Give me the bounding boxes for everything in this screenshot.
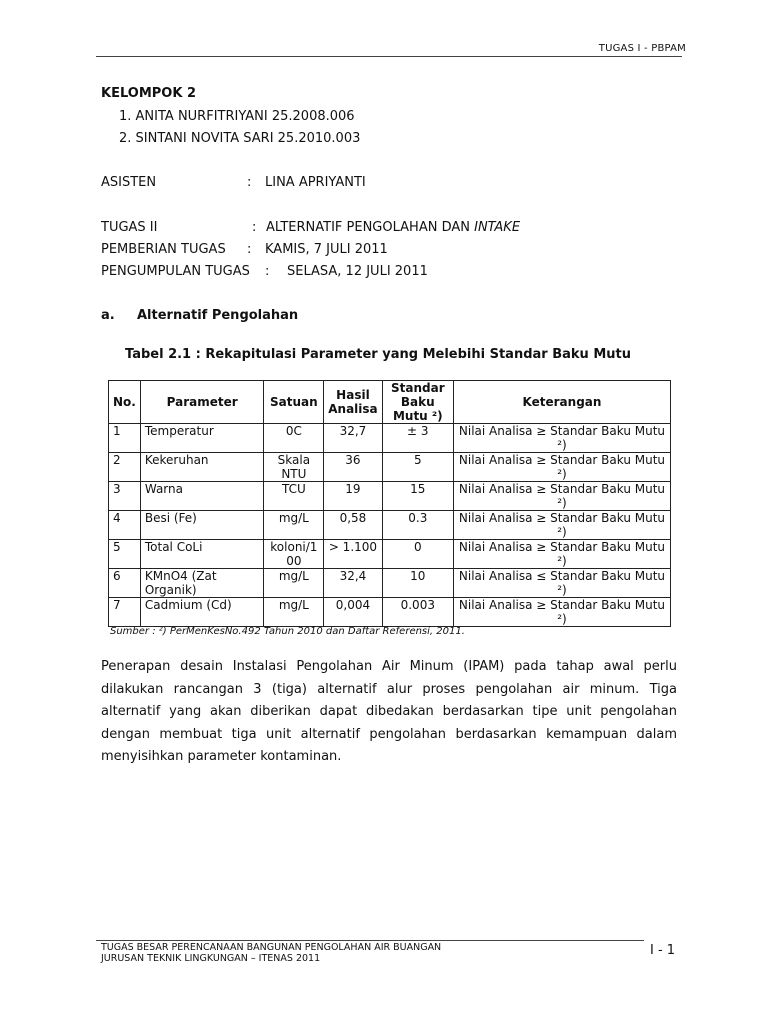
cell-standar: 0 (382, 540, 453, 569)
cell-satuan: TCU (264, 482, 324, 511)
cell-keterangan: Nilai Analisa ≥ Standar Baku Mutu ²) (453, 424, 670, 453)
table-source: Sumber : ²) PerMenKesNo.492 Tahun 2010 dan Daftar Referensi, 2011. (110, 626, 465, 637)
cell-keterangan: Nilai Analisa ≥ Standar Baku Mutu ²) (453, 453, 670, 482)
table-row (109, 569, 671, 598)
table-header-row (109, 381, 671, 424)
header-standar: Standar Baku Mutu ²) (382, 381, 453, 424)
parameter-table (108, 380, 671, 627)
cell-parameter: Temperatur (140, 424, 264, 453)
tugas-label: TUGAS II (101, 220, 158, 235)
group-title: KELOMPOK 2 (101, 86, 196, 101)
cell-no: 4 (109, 511, 141, 540)
footer-line-1: TUGAS BESAR PERENCANAAN BANGUNAN PENGOLAHAN AIR BUANGAN (101, 942, 442, 953)
pemberian-label: PEMBERIAN TUGAS (101, 242, 226, 257)
cell-satuan: mg/L (264, 511, 324, 540)
asisten-separator: : (247, 175, 252, 190)
member-2: 2. SINTANI NOVITA SARI 25.2010.003 (119, 131, 361, 146)
tugas-separator: : (252, 220, 257, 235)
cell-parameter: Cadmium (Cd) (140, 598, 264, 627)
page-number: I - 1 (650, 943, 676, 958)
cell-parameter: Total CoLi (140, 540, 264, 569)
cell-parameter: Warna (140, 482, 264, 511)
asisten-value: LINA APRIYANTI (265, 175, 366, 190)
cell-standar: 0.3 (382, 511, 453, 540)
cell-keterangan: Nilai Analisa ≥ Standar Baku Mutu ²) (453, 598, 670, 627)
cell-standar: 5 (382, 453, 453, 482)
cell-standar: 10 (382, 569, 453, 598)
tugas-value-text: ALTERNATIF PENGOLAHAN DAN (266, 220, 475, 235)
footer-divider (96, 940, 644, 941)
header-title: TUGAS I - PBPAM (598, 43, 686, 54)
pengumpulan-separator: : (265, 264, 270, 279)
cell-satuan: Skala NTU (264, 453, 324, 482)
cell-satuan: mg/L (264, 598, 324, 627)
header-divider (96, 56, 682, 57)
table-caption: Tabel 2.1 : Rekapitulasi Parameter yang Melebihi Standar Baku Mutu (125, 347, 631, 362)
cell-keterangan: Nilai Analisa ≥ Standar Baku Mutu ²) (453, 511, 670, 540)
cell-standar: ± 3 (382, 424, 453, 453)
body-paragraph: Penerapan desain Instalasi Pengolahan Air Minum (IPAM) pada tahap awal perlu dilakukan rancangan 3 (tiga) alternatif alur proses pengolahan air minum. Tiga alternatif yang akan diberikan dapat dibedakan berdasarkan tipe unit pengolahan dengan membuat tiga unit alternatif pengolahan berdasarkan kemampuan dalam menyisihkan parameter kontaminan. (101, 659, 677, 764)
cell-hasil: 19 (324, 482, 382, 511)
cell-no: 6 (109, 569, 141, 598)
cell-hasil: 32,7 (324, 424, 382, 453)
cell-parameter: KMnO4 (Zat Organik) (140, 569, 264, 598)
table-row (109, 453, 671, 482)
cell-hasil: 36 (324, 453, 382, 482)
tugas-value-italic: INTAKE (474, 220, 521, 235)
section-title: Alternatif Pengolahan (137, 308, 299, 323)
cell-standar: 15 (382, 482, 453, 511)
cell-no: 2 (109, 453, 141, 482)
cell-no: 5 (109, 540, 141, 569)
cell-no: 7 (109, 598, 141, 627)
cell-hasil: 0,58 (324, 511, 382, 540)
header-hasil: Hasil Analisa (324, 381, 382, 424)
cell-keterangan: Nilai Analisa ≥ Standar Baku Mutu ²) (453, 482, 670, 511)
footer-line-2: JURUSAN TEKNIK LINGKUNGAN – ITENAS 2011 (101, 953, 321, 964)
table-row (109, 424, 671, 453)
cell-satuan: 0C (264, 424, 324, 453)
cell-hasil: 0,004 (324, 598, 382, 627)
member-1: 1. ANITA NURFITRIYANI 25.2008.006 (119, 109, 355, 124)
pengumpulan-label: PENGUMPULAN TUGAS (101, 264, 250, 279)
pengumpulan-value: SELASA, 12 JULI 2011 (287, 264, 428, 279)
cell-standar: 0.003 (382, 598, 453, 627)
header-no: No. (109, 381, 141, 424)
table-row (109, 482, 671, 511)
cell-satuan: mg/L (264, 569, 324, 598)
cell-hasil: 32,4 (324, 569, 382, 598)
tugas-value (266, 220, 520, 236)
cell-parameter: Besi (Fe) (140, 511, 264, 540)
cell-keterangan: Nilai Analisa ≤ Standar Baku Mutu ²) (453, 569, 670, 598)
cell-no: 1 (109, 424, 141, 453)
cell-satuan: koloni/100 (264, 540, 324, 569)
header-keterangan: Keterangan (453, 381, 670, 424)
section-letter: a. (101, 308, 115, 323)
table-row (109, 511, 671, 540)
pemberian-separator: : (247, 242, 252, 257)
pemberian-value: KAMIS, 7 JULI 2011 (265, 242, 388, 257)
cell-hasil: > 1.100 (324, 540, 382, 569)
header-satuan: Satuan (264, 381, 324, 424)
asisten-label: ASISTEN (101, 175, 157, 190)
cell-keterangan: Nilai Analisa ≥ Standar Baku Mutu ²) (453, 540, 670, 569)
cell-no: 3 (109, 482, 141, 511)
header-parameter: Parameter (140, 381, 264, 424)
table-row (109, 540, 671, 569)
table-row (109, 598, 671, 627)
cell-parameter: Kekeruhan (140, 453, 264, 482)
